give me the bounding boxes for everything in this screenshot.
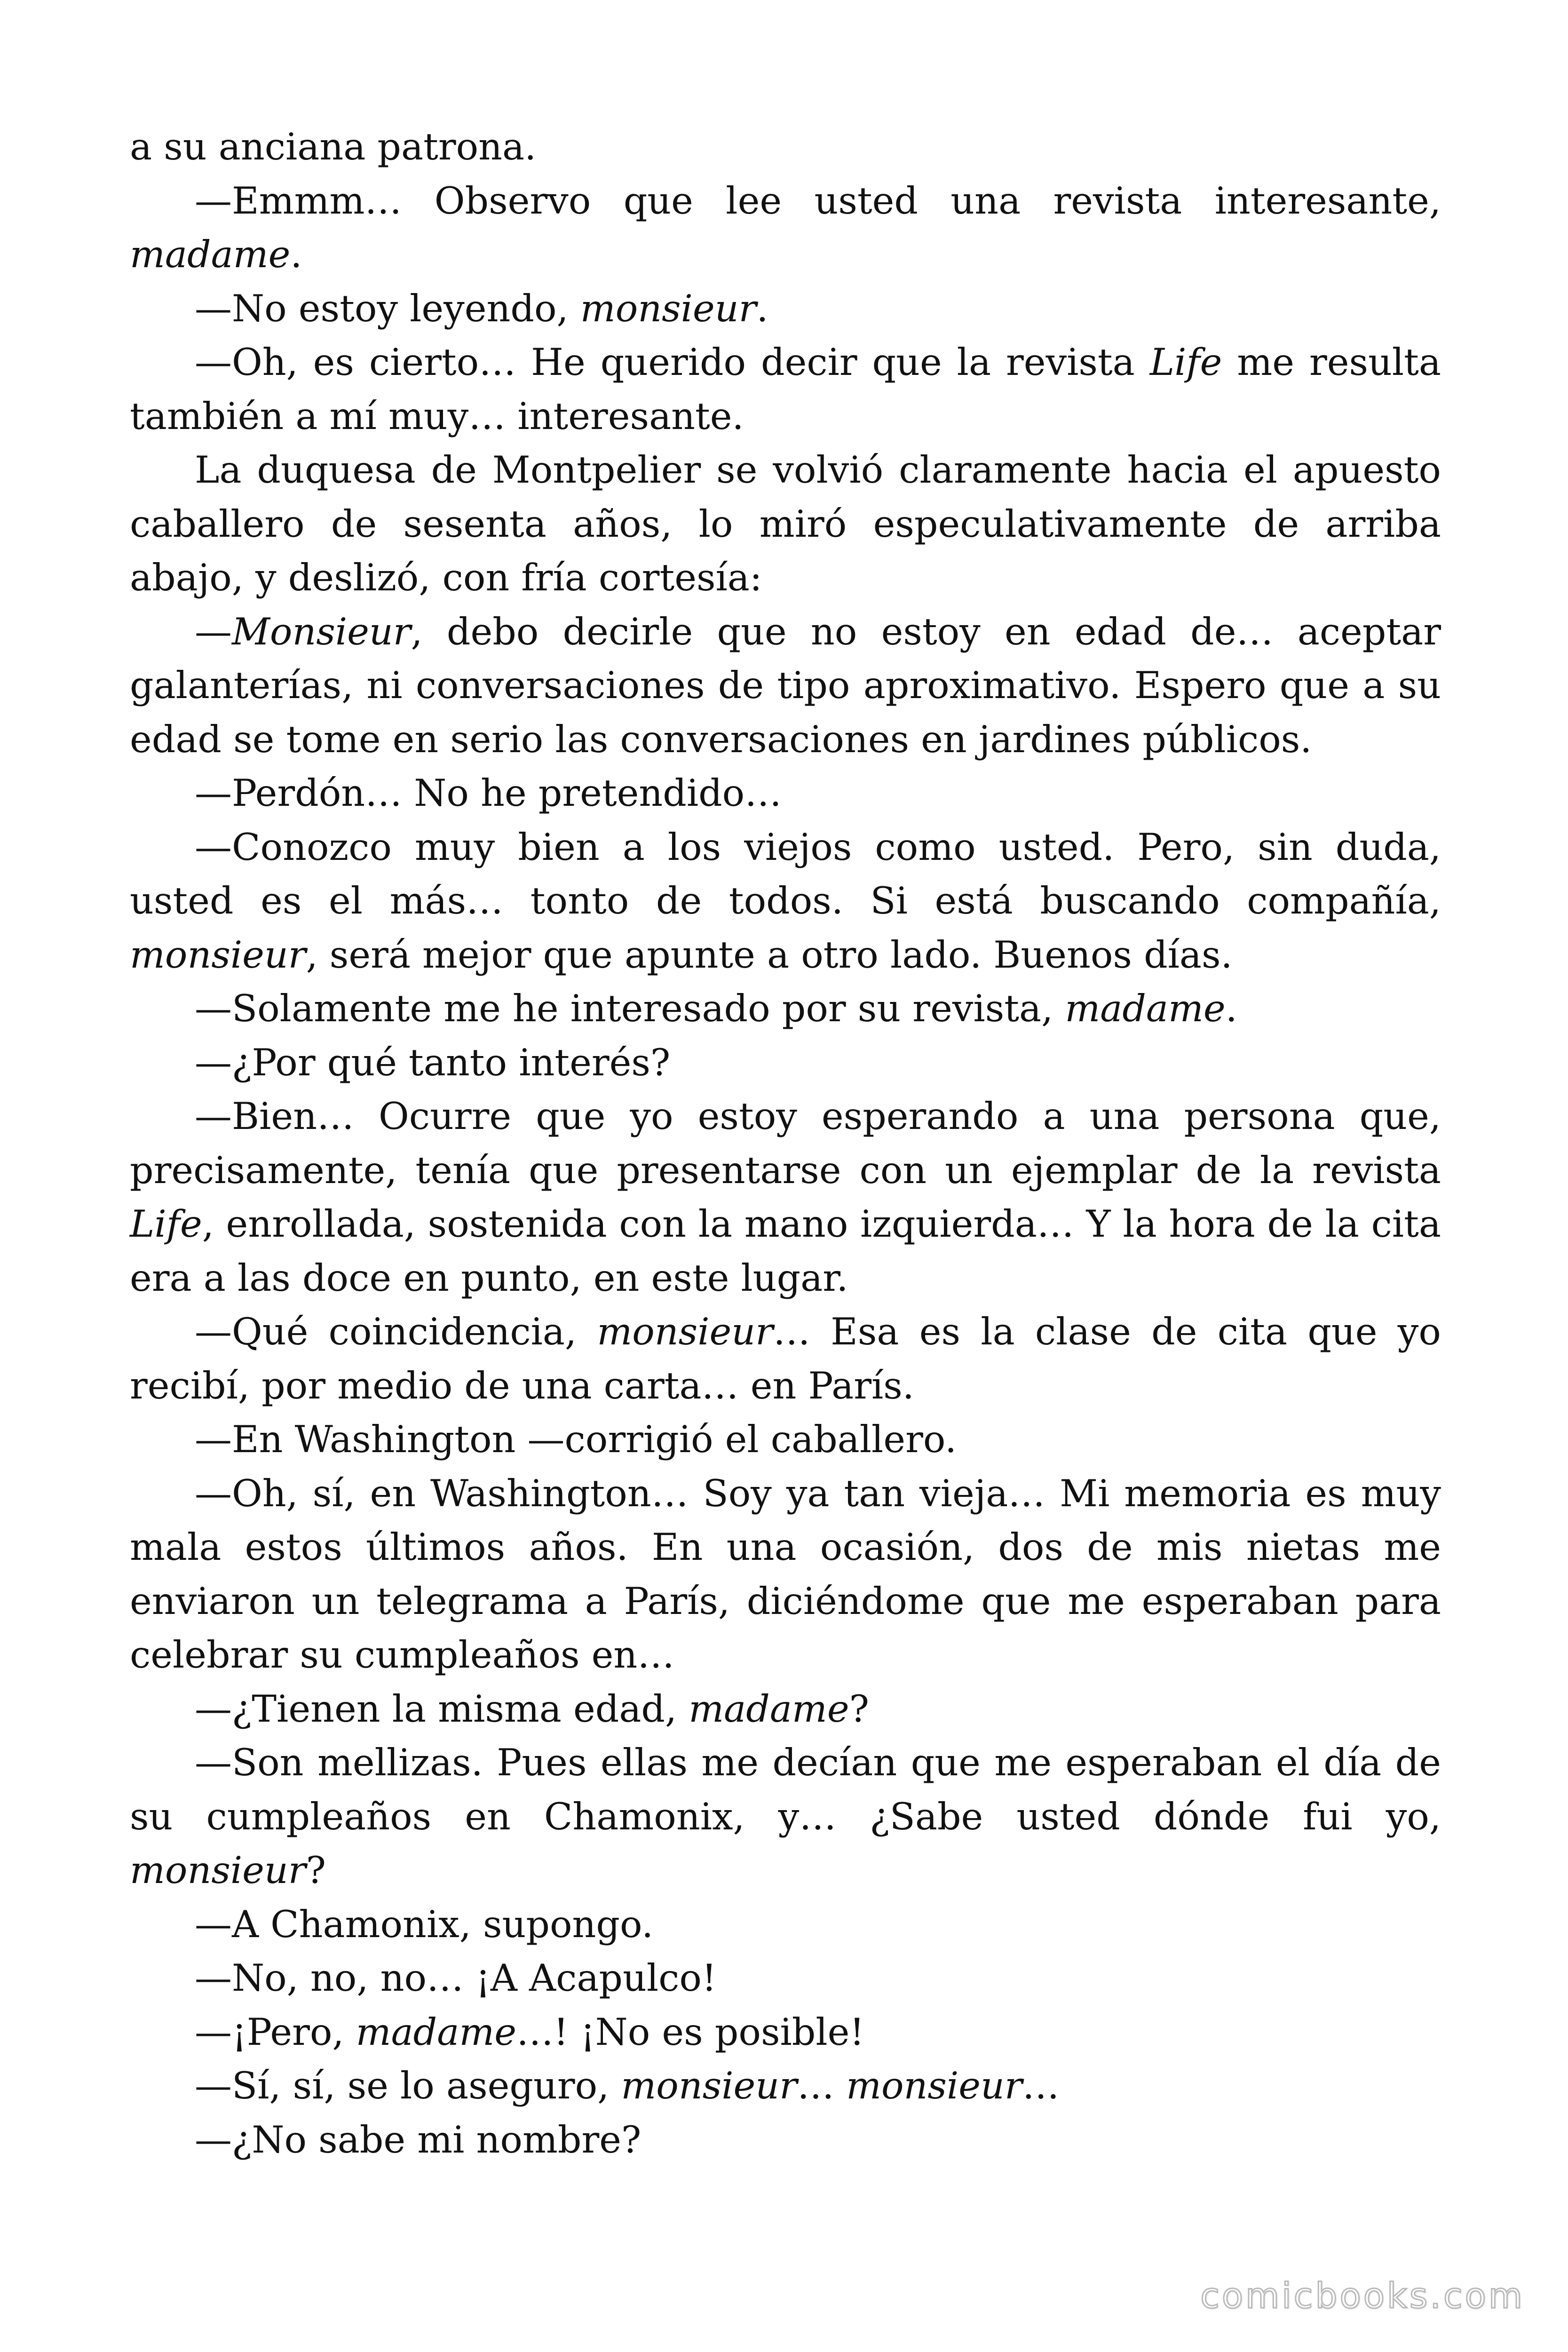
text-segment: … Esa es la clase de cita que yo recibí, por medio de una carta… en París. — [130, 1310, 1441, 1407]
text-segment: ? — [849, 1687, 869, 1731]
text-segment: . — [756, 286, 768, 330]
watermark-logo: comicbooks.com — [1200, 2276, 1525, 2316]
italic-text: madame — [1065, 987, 1226, 1030]
text-segment: —A Chamonix, supongo. — [195, 1902, 654, 1946]
text-segment: —¿Tienen la misma edad, — [195, 1687, 689, 1731]
paragraph — [130, 1682, 1441, 1736]
paragraph — [130, 1089, 1441, 1305]
paragraph — [130, 2059, 1441, 2113]
text-segment: —Sí, sí, se lo aseguro, — [195, 2064, 621, 2107]
paragraph — [130, 174, 1441, 282]
paragraph — [130, 2005, 1441, 2059]
text-segment: —Perdón… No he pretendido… — [195, 771, 782, 815]
italic-text: monsieur — [846, 2064, 1022, 2107]
italic-text: monsieur — [130, 933, 306, 977]
text-segment: —Conozco muy bien a los viejos como usted. Pero, sin duda, usted es el más… tonto de todos. Si está buscando compañía, — [130, 825, 1441, 922]
text-segment: —Oh, es cierto… He querido decir que la revista — [195, 341, 1150, 384]
paragraph — [130, 1736, 1441, 1898]
italic-text: Life — [1149, 341, 1222, 384]
text-segment: —¿No sabe mi nombre? — [195, 2118, 641, 2161]
paragraph — [130, 982, 1441, 1036]
text-segment: —En Washington —corrigió el caballero. — [195, 1418, 957, 1461]
text-segment: , será mejor que apunte a otro lado. Buenos días. — [306, 933, 1233, 977]
text-segment: —Emmm… Observo que lee usted una revista interesante, — [195, 179, 1441, 222]
paragraph — [130, 120, 1441, 174]
text-segment: … — [1022, 2064, 1060, 2107]
paragraph — [130, 605, 1441, 767]
paragraph — [130, 443, 1441, 605]
text-segment: . — [1225, 987, 1237, 1030]
text-segment: —¿Por qué tanto interés? — [195, 1041, 671, 1084]
text-segment: —No, no, no… ¡A Acapulco! — [195, 1956, 717, 2000]
italic-text: Life — [130, 1202, 202, 1246]
text-segment: —Bien… Ocurre que yo estoy esperando a una persona que, precisamente, tenía que presentarse con un ejemplar de la revista — [130, 1095, 1441, 1192]
text-segment: —Qué coincidencia, — [195, 1310, 597, 1353]
paragraph — [130, 1413, 1441, 1467]
italic-text: madame — [356, 2010, 516, 2054]
italic-text: monsieur — [130, 1849, 306, 1892]
text-segment: ? — [306, 1849, 326, 1892]
text-segment: , debo decirle que no estoy en edad de… aceptar galanterías, ni conversaciones de tipo aproximativo. Espero que a su edad se tome en serio las conversaciones en jardines públicos. — [130, 610, 1441, 761]
text-segment: —¡Pero, — [195, 2010, 356, 2054]
paragraph — [130, 1305, 1441, 1413]
text-segment: . — [290, 233, 302, 276]
text-segment: …! ¡No es posible! — [516, 2010, 865, 2054]
text-segment: —Son mellizas. Pues ellas me decían que me esperaban el día de su cumpleaños en Chamonix, y… ¿Sabe usted dónde fui yo, — [130, 1741, 1441, 1838]
italic-text: monsieur — [597, 1310, 773, 1353]
paragraph — [130, 1951, 1441, 2005]
italic-text: madame — [689, 1687, 849, 1731]
text-segment: —No estoy leyendo, — [195, 286, 580, 330]
paragraph — [130, 1898, 1441, 1952]
text-segment: — — [195, 610, 232, 653]
text-segment: a su anciana patrona. — [130, 125, 537, 168]
italic-text: monsieur — [580, 286, 757, 330]
italic-text: Monsieur — [232, 610, 411, 653]
text-segment: … — [797, 2064, 847, 2107]
text-segment: , enrollada, sostenida con la mano izquierda… Y la hora de la cita era a las doce en punto, en este lugar. — [130, 1202, 1441, 1300]
text-segment: La duquesa de Montpelier se volvió claramente hacia el apuesto caballero de sesenta años, lo miró especulativamente de arriba abajo, y deslizó, con fría cortesía: — [130, 448, 1441, 599]
paragraph — [130, 2113, 1441, 2167]
paragraph — [130, 282, 1441, 336]
paragraph — [130, 1467, 1441, 1682]
paragraph — [130, 335, 1441, 443]
text-segment: me resulta también a mí muy… interesante. — [130, 341, 1441, 438]
paragraph — [130, 766, 1441, 820]
text-segment: —Solamente me he interesado por su revista, — [195, 987, 1065, 1030]
text-segment: —Oh, sí, en Washington… Soy ya tan vieja… Mi memoria es muy mala estos últimos años. En una ocasión, dos de mis nietas me enviaron un telegrama a París, diciéndome que me esperaban para celebrar su cumpleaños en… — [130, 1471, 1441, 1677]
paragraph — [130, 1036, 1441, 1090]
book-page-body — [130, 120, 1441, 2167]
paragraph — [130, 820, 1441, 982]
italic-text: madame — [130, 233, 291, 276]
italic-text: monsieur — [621, 2064, 797, 2107]
